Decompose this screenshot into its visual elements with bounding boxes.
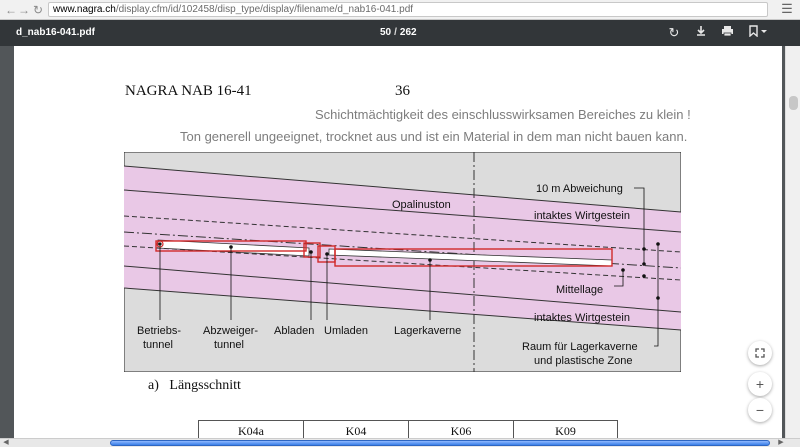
caption-text: Längsschnitt [169, 378, 241, 393]
vertical-scroll-thumb[interactable] [789, 96, 798, 110]
label-umladen: Umladen [324, 325, 369, 337]
bookmark-icon[interactable] [746, 24, 770, 42]
browser-address-bar [0, 0, 800, 20]
label-betriebs-1: Betriebs- [137, 325, 182, 337]
url-input[interactable] [48, 2, 768, 17]
page-separator: / [394, 27, 397, 38]
figure-caption [148, 378, 241, 394]
vertical-scrollbar[interactable] [785, 46, 800, 438]
longitudinal-section-figure [124, 152, 681, 372]
label-abweichung: 10 m Abweichung [536, 183, 623, 195]
label-betriebs-2: tunnel [143, 339, 173, 351]
label-abzweiger-2: tunnel [214, 339, 244, 351]
dot-betriebstunnel [158, 242, 161, 245]
label-opalinuston: Opalinuston [392, 199, 451, 211]
zoom-in-button[interactable]: + [748, 372, 772, 396]
table-header-cell: K04 [303, 421, 408, 438]
page-header-title: NAGRA NAB 16-41 [125, 83, 252, 99]
dot-umladen [325, 252, 329, 256]
document-title: d_nab16-041.pdf [16, 27, 95, 38]
table-header-cell: K06 [408, 421, 513, 438]
download-icon[interactable] [692, 24, 710, 42]
dot-raum-top [656, 242, 660, 246]
label-intakt-bottom: intaktes Wirtgestein [534, 312, 630, 324]
pdf-toolbar [0, 20, 800, 46]
page-indicator [380, 27, 417, 38]
label-abladen: Abladen [274, 325, 315, 337]
current-page-input[interactable]: 50 [380, 27, 392, 38]
label-mittellage: Mittellage [556, 284, 604, 296]
table-header-cell: K09 [513, 421, 618, 438]
page-header-number: 36 [395, 83, 410, 99]
label-intakt-top: intaktes Wirtgestein [534, 210, 630, 222]
annotation-comment-2: Ton generell ungeeignet, trocknet aus und ist ein Material in dem man nicht bauen kann. [180, 129, 688, 144]
dot-abweichung-top [642, 247, 646, 251]
total-pages: 262 [399, 27, 417, 38]
url-host: www.nagra.ch [53, 4, 116, 15]
print-icon[interactable] [718, 24, 736, 42]
dot-abweichung-low [642, 274, 646, 278]
back-arrow-icon[interactable]: ← [5, 3, 17, 17]
dot-abweichung-mid [642, 262, 646, 266]
url-path: /display.cfm/id/102458/disp_type/display/filename/d_nab16-041.pdf [115, 4, 414, 15]
dot-mittellage [621, 268, 625, 272]
label-abzweiger-1: Abzweiger- [203, 325, 259, 337]
section-table [198, 420, 618, 438]
dot-raum-bottom [656, 296, 660, 300]
horizontal-scrollbar[interactable] [0, 438, 800, 447]
table-header-cell: K04a [198, 421, 303, 438]
label-lagerkaverne: Lagerkaverne [394, 325, 462, 337]
rotate-icon[interactable]: ↻ [668, 25, 680, 40]
annotation-comment-1: Schichtmächtigkeit des einschlusswirksamen Bereiches zu klein ! [315, 107, 691, 122]
scroll-left-arrow-icon[interactable]: ◀ [3, 439, 9, 446]
dot-lagerkaverne [428, 258, 432, 262]
dot-abzweigertunnel [229, 245, 233, 249]
dot-abladen [309, 250, 313, 254]
caption-prefix: a) [148, 378, 159, 393]
forward-arrow-icon[interactable]: → [18, 3, 30, 17]
label-raum-2: und plastische Zone [534, 355, 633, 367]
scroll-right-arrow-icon[interactable]: ▶ [778, 439, 784, 446]
fit-to-page-icon[interactable] [748, 341, 772, 365]
label-raum-1: Raum für Lagerkaverne [522, 341, 638, 353]
zoom-out-button[interactable]: − [748, 398, 772, 422]
reload-icon[interactable]: ↻ [32, 3, 44, 17]
horizontal-scroll-thumb[interactable] [110, 440, 770, 446]
hamburger-menu-icon[interactable]: ☰ [781, 1, 793, 16]
